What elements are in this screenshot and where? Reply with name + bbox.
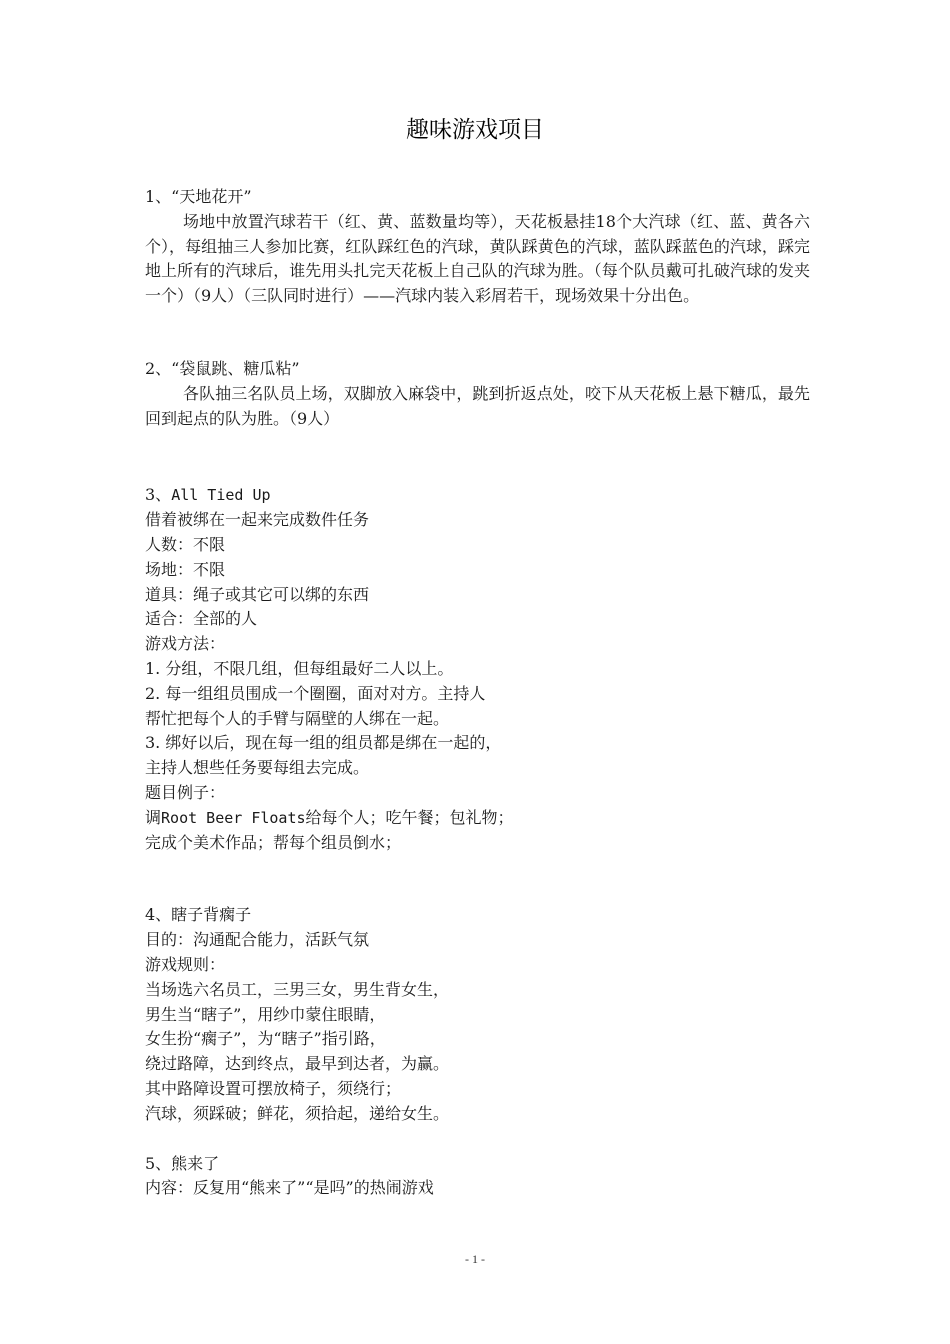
text-line: 目的：沟通配合能力，活跃气氛	[145, 930, 370, 950]
section-heading: 2、“袋鼠跳、糖瓜粘”	[145, 358, 300, 378]
text-line: 3. 绑好以后，现在每一组的组员都是绑在一起的，	[145, 733, 502, 753]
text-line: 道具：绳子或其它可以绑的东西	[145, 584, 370, 604]
text-line: 帮忙把每个人的手臂与隔壁的人绑在一起。	[145, 708, 450, 728]
section-5	[145, 1152, 810, 1202]
example-english: Root Beer Floats	[161, 808, 306, 827]
text-line: 人数：不限	[145, 534, 226, 554]
section-2	[145, 357, 810, 431]
document-body	[145, 185, 810, 1201]
text-line: 男生当“瞎子”，用纱巾蒙住眼睛，	[145, 1004, 386, 1024]
section-paragraph: 场地中放置汽球若干（红、黄、蓝数量均等），天花板悬挂18个大汽球（红、蓝、黄各六个），每组抽三人参加比赛，红队踩红色的汽球，黄队踩黄色的汽球，蓝队踩蓝色的汽球，踩完地上所有的汽球后，谁先用头扎完天花板上自己队的汽球为胜。（每个队员戴可扎破汽球的发夹一个）（9人）（三队同时进行）——汽球内装入彩屑若干，现场效果十分出色。	[145, 211, 810, 306]
section-heading	[145, 483, 810, 508]
section-spacer	[145, 431, 810, 483]
text-line: 完成个美术作品；帮每个组员倒水；	[145, 832, 402, 852]
text-line: 1. 分组，不限几组，但每组最好二人以上。	[145, 658, 454, 678]
text-line: 游戏规则：	[145, 954, 226, 974]
section-3	[145, 483, 810, 855]
text-line: 内容：反复用“熊来了”“是吗”的热闹游戏	[145, 1178, 434, 1198]
text-line: 其中路障设置可摆放椅子，须绕行；	[145, 1078, 402, 1098]
section-heading: 5、熊来了	[145, 1153, 220, 1173]
section-1	[145, 185, 810, 309]
text-line: 汽球，须踩破；鲜花，须拾起，递给女生。	[145, 1103, 450, 1123]
example-suffix: 给每个人；吃午餐；包礼物；	[305, 807, 514, 827]
text-line: 游戏方法：	[145, 634, 226, 654]
heading-title: All Tied Up	[171, 486, 271, 505]
text-line: 女生扮“瘸子”，为“瞎子”指引路，	[145, 1029, 386, 1049]
heading-number: 3、	[145, 485, 172, 505]
example-prefix: 调	[145, 807, 162, 827]
text-line: 当场选六名员工，三男三女，男生背女生，	[145, 979, 450, 999]
text-line: 借着被绑在一起来完成数件任务	[145, 510, 370, 530]
text-line: 场地：不限	[145, 559, 226, 579]
section-heading: 1、“天地花开”	[145, 187, 252, 206]
section-heading: 4、瞎子背瘸子	[145, 905, 252, 925]
section-spacer	[145, 855, 810, 903]
page-number: - 1 -	[465, 1252, 485, 1266]
section-spacer	[145, 309, 810, 357]
section-paragraph: 各队抽三名队员上场，双脚放入麻袋中，跳到折返点处，咬下从天花板上悬下糖瓜，最先回到起点的队为胜。（9人）	[145, 383, 810, 428]
text-line: 主持人想些任务要每组去完成。	[145, 758, 370, 778]
text-line: 绕过路障，达到终点，最早到达者，为赢。	[145, 1054, 450, 1074]
section-spacer	[145, 1127, 810, 1152]
section-4	[145, 903, 810, 1126]
document-title: 趣味游戏项目	[406, 117, 544, 143]
example-line	[145, 806, 810, 831]
text-line: 题目例子：	[145, 782, 226, 802]
text-line: 2. 每一组组员围成一个圈圈，面对对方。主持人	[145, 683, 486, 703]
text-line: 适合：全部的人	[145, 609, 258, 629]
